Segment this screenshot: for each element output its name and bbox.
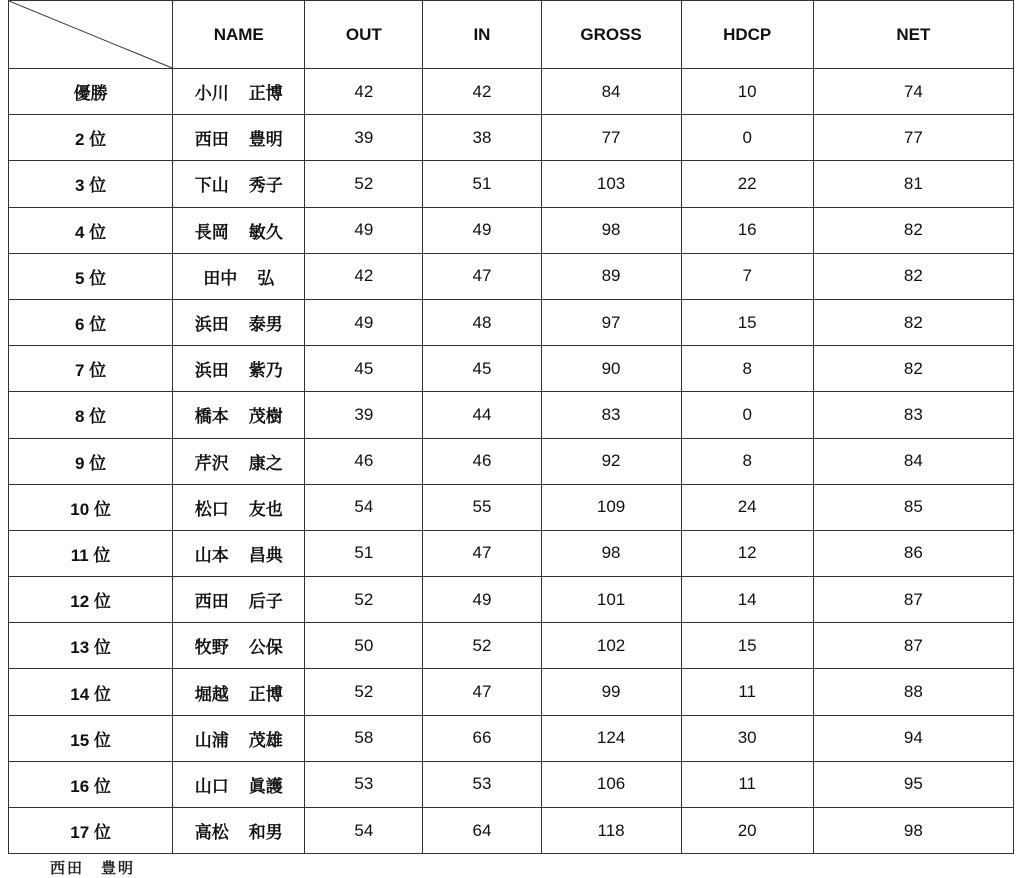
gross-cell: 77: [541, 115, 681, 161]
in-cell: 47: [423, 669, 541, 715]
net-cell: 74: [813, 69, 1013, 115]
net-cell: 82: [813, 346, 1013, 392]
net-cell: 84: [813, 438, 1013, 484]
name-cell: [173, 346, 305, 392]
table-row: [9, 761, 1014, 807]
in-cell: 49: [423, 207, 541, 253]
header-out: OUT: [305, 1, 423, 69]
rank-cell: 3 位: [9, 161, 173, 207]
hdcp-cell: 10: [681, 69, 813, 115]
family-name: 山本: [194, 545, 229, 565]
rank-cell: 9 位: [9, 438, 173, 484]
family-name: 西田: [194, 130, 229, 150]
table-row: [9, 299, 1014, 345]
table-row: [9, 161, 1014, 207]
out-cell: 58: [305, 715, 423, 761]
out-cell: 53: [305, 761, 423, 807]
table-row: [9, 207, 1014, 253]
rank-cell: 15 位: [9, 715, 173, 761]
hdcp-cell: 16: [681, 207, 813, 253]
table-row: [9, 530, 1014, 576]
table-row: [9, 438, 1014, 484]
table-row: [9, 253, 1014, 299]
net-cell: 86: [813, 530, 1013, 576]
table-row: [9, 715, 1014, 761]
out-cell: 49: [305, 207, 423, 253]
table-row: [9, 484, 1014, 530]
net-cell: 81: [813, 161, 1013, 207]
family-name: 小川: [194, 84, 229, 104]
results-body: [9, 69, 1014, 854]
name-cell: [173, 438, 305, 484]
in-cell: 49: [423, 577, 541, 623]
name-cell: [173, 530, 305, 576]
out-cell: 54: [305, 484, 423, 530]
net-cell: 87: [813, 623, 1013, 669]
in-cell: 53: [423, 761, 541, 807]
rank-cell: 4 位: [9, 207, 173, 253]
corner-cell: [9, 1, 173, 69]
gross-cell: 124: [541, 715, 681, 761]
hdcp-cell: 14: [681, 577, 813, 623]
family-name: 浜田: [194, 315, 229, 335]
gross-cell: 102: [541, 623, 681, 669]
out-cell: 39: [305, 392, 423, 438]
family-name: 田中: [203, 268, 238, 288]
in-cell: 48: [423, 299, 541, 345]
table-row: [9, 808, 1014, 854]
gross-cell: 118: [541, 808, 681, 854]
in-cell: 47: [423, 530, 541, 576]
net-cell: 88: [813, 669, 1013, 715]
table-row: [9, 392, 1014, 438]
in-cell: 66: [423, 715, 541, 761]
table-row: [9, 577, 1014, 623]
hdcp-cell: 20: [681, 808, 813, 854]
header-gross: GROSS: [541, 1, 681, 69]
family-name: 芹沢: [194, 453, 229, 473]
gross-cell: 92: [541, 438, 681, 484]
net-cell: 94: [813, 715, 1013, 761]
given-name: 友也: [248, 499, 283, 519]
name-cell: [173, 115, 305, 161]
results-table-container: [8, 0, 1014, 854]
gross-cell: 89: [541, 253, 681, 299]
rank-cell: 7 位: [9, 346, 173, 392]
given-name: 茂雄: [248, 730, 283, 750]
gross-cell: 84: [541, 69, 681, 115]
header-in: IN: [423, 1, 541, 69]
family-name: 長岡: [194, 222, 229, 242]
gross-cell: 103: [541, 161, 681, 207]
family-name: 山浦: [194, 730, 229, 750]
name-cell: [173, 577, 305, 623]
out-cell: 39: [305, 115, 423, 161]
given-name: 紫乃: [248, 361, 283, 381]
given-name: 后子: [248, 592, 283, 612]
rank-cell: 11 位: [9, 530, 173, 576]
family-name: 山口: [194, 776, 229, 796]
results-table: [8, 0, 1014, 854]
name-cell: [173, 808, 305, 854]
gross-cell: 99: [541, 669, 681, 715]
header-hdcp: HDCP: [681, 1, 813, 69]
hdcp-cell: 15: [681, 623, 813, 669]
in-cell: 44: [423, 392, 541, 438]
in-cell: 45: [423, 346, 541, 392]
given-name: 秀子: [248, 176, 283, 196]
given-name: 公保: [248, 638, 283, 658]
table-row: [9, 115, 1014, 161]
family-name: 浜田: [194, 361, 229, 381]
family-name: 下山: [194, 176, 229, 196]
given-name: 茂樹: [248, 407, 283, 427]
net-cell: 87: [813, 577, 1013, 623]
in-cell: 42: [423, 69, 541, 115]
gross-cell: 101: [541, 577, 681, 623]
hdcp-cell: 30: [681, 715, 813, 761]
rank-cell: 5 位: [9, 253, 173, 299]
out-cell: 46: [305, 438, 423, 484]
rank-cell: 8 位: [9, 392, 173, 438]
name-cell: [173, 207, 305, 253]
out-cell: 54: [305, 808, 423, 854]
name-cell: [173, 299, 305, 345]
rank-cell: 6 位: [9, 299, 173, 345]
rank-cell: 12 位: [9, 577, 173, 623]
name-cell: [173, 623, 305, 669]
name-cell: [173, 715, 305, 761]
net-cell: 77: [813, 115, 1013, 161]
out-cell: 52: [305, 161, 423, 207]
name-cell: [173, 484, 305, 530]
gross-cell: 97: [541, 299, 681, 345]
given-name: 豊明: [248, 130, 283, 150]
rank-cell: 17 位: [9, 808, 173, 854]
out-cell: 52: [305, 577, 423, 623]
net-cell: 83: [813, 392, 1013, 438]
out-cell: 49: [305, 299, 423, 345]
gross-cell: 98: [541, 207, 681, 253]
rank-cell: 16 位: [9, 761, 173, 807]
hdcp-cell: 0: [681, 392, 813, 438]
out-cell: 51: [305, 530, 423, 576]
given-name: 正博: [248, 84, 283, 104]
rank-cell: 2 位: [9, 115, 173, 161]
out-cell: 45: [305, 346, 423, 392]
hdcp-cell: 15: [681, 299, 813, 345]
hdcp-cell: 0: [681, 115, 813, 161]
header-name: NAME: [173, 1, 305, 69]
hdcp-cell: 8: [681, 346, 813, 392]
in-cell: 64: [423, 808, 541, 854]
family-name: 橋本: [194, 407, 229, 427]
gross-cell: 90: [541, 346, 681, 392]
gross-cell: 98: [541, 530, 681, 576]
hdcp-cell: 22: [681, 161, 813, 207]
table-row: [9, 669, 1014, 715]
given-name: 眞護: [248, 776, 283, 796]
name-cell: [173, 161, 305, 207]
given-name: 正博: [248, 684, 283, 704]
table-row: [9, 69, 1014, 115]
gross-cell: 83: [541, 392, 681, 438]
name-cell: [173, 69, 305, 115]
hdcp-cell: 24: [681, 484, 813, 530]
rank-cell: 13 位: [9, 623, 173, 669]
rank-cell: 10 位: [9, 484, 173, 530]
given-name: 敏久: [248, 222, 283, 242]
header-row: [9, 1, 1014, 69]
given-name: 康之: [248, 453, 283, 473]
rank-cell: 優勝: [9, 69, 173, 115]
name-cell: [173, 761, 305, 807]
name-cell: [173, 392, 305, 438]
hdcp-cell: 7: [681, 253, 813, 299]
given-name: 昌典: [248, 545, 283, 565]
family-name: 松口: [194, 499, 229, 519]
out-cell: 52: [305, 669, 423, 715]
net-cell: 82: [813, 299, 1013, 345]
given-name: 和男: [248, 823, 283, 843]
gross-cell: 109: [541, 484, 681, 530]
table-row: [9, 623, 1014, 669]
name-cell: [173, 669, 305, 715]
net-cell: 98: [813, 808, 1013, 854]
in-cell: 47: [423, 253, 541, 299]
table-row: [9, 346, 1014, 392]
hdcp-cell: 11: [681, 669, 813, 715]
in-cell: 55: [423, 484, 541, 530]
given-name: 弘: [257, 268, 275, 288]
hdcp-cell: 11: [681, 761, 813, 807]
in-cell: 51: [423, 161, 541, 207]
rank-cell: 14 位: [9, 669, 173, 715]
given-name: 泰男: [248, 315, 283, 335]
hdcp-cell: 12: [681, 530, 813, 576]
out-cell: 42: [305, 69, 423, 115]
in-cell: 46: [423, 438, 541, 484]
hdcp-cell: 8: [681, 438, 813, 484]
header-net: NET: [813, 1, 1013, 69]
family-name: 牧野: [194, 638, 229, 658]
out-cell: 42: [305, 253, 423, 299]
family-name: 西田: [194, 592, 229, 612]
gross-cell: 106: [541, 761, 681, 807]
out-cell: 50: [305, 623, 423, 669]
in-cell: 52: [423, 623, 541, 669]
footer-text: 西田 豊明: [50, 860, 136, 877]
net-cell: 82: [813, 207, 1013, 253]
net-cell: 85: [813, 484, 1013, 530]
net-cell: 95: [813, 761, 1013, 807]
net-cell: 82: [813, 253, 1013, 299]
name-cell: [173, 253, 305, 299]
diagonal-line-icon: [9, 1, 172, 68]
family-name: 高松: [194, 823, 229, 843]
in-cell: 38: [423, 115, 541, 161]
family-name: 堀越: [194, 684, 229, 704]
